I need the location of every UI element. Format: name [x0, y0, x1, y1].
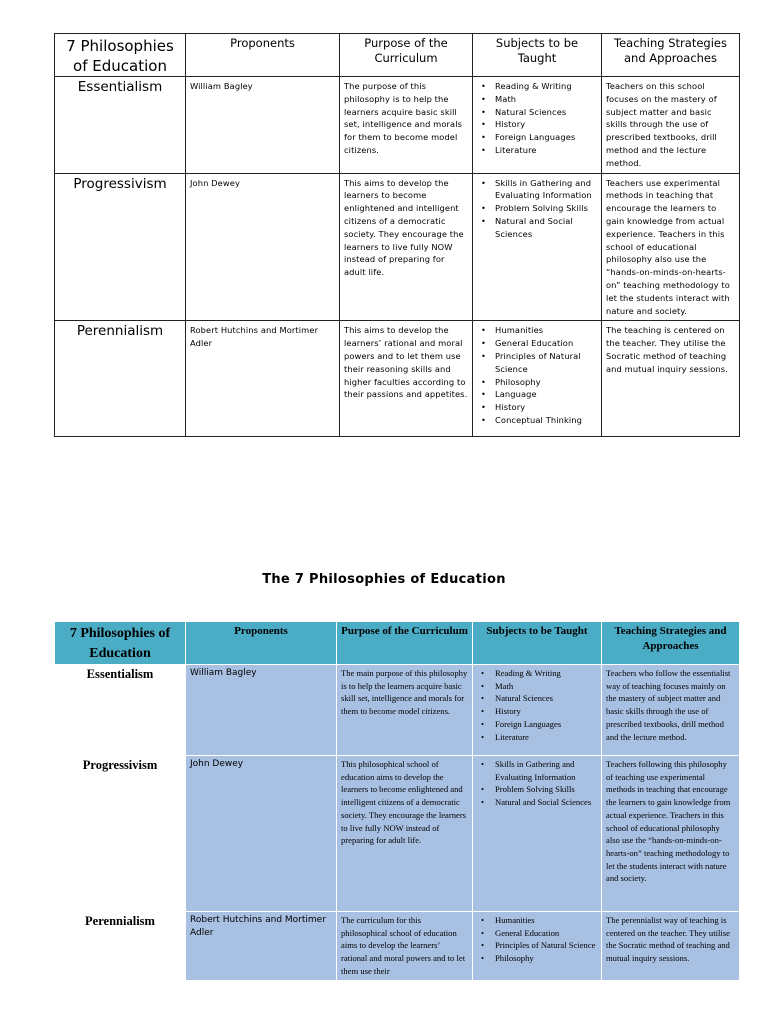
proponents-cell: John Dewey: [186, 173, 340, 321]
purpose-cell: This philosophical school of education aims to develop the learners to become enlightened and intelligent citizens of a democratic society. They encourage the learners to live fully NOW instead of preparing for adult life.: [337, 756, 473, 912]
subjects-list: [477, 914, 597, 965]
philosophy-name: Progressivism: [55, 756, 186, 912]
subjects-cell: [473, 912, 602, 981]
list-item: • History: [495, 118, 597, 131]
philosophy-name: Perennialism: [55, 321, 186, 437]
list-item: • General Education: [495, 927, 597, 940]
header-proponents: Proponents: [186, 622, 337, 665]
subjects-list: [477, 324, 597, 426]
list-item: • Foreign Languages: [495, 718, 597, 731]
table-row: [55, 756, 740, 912]
subjects-list: [477, 80, 597, 157]
list-item: • Math: [495, 93, 597, 106]
header-purpose: Purpose of the Curriculum: [340, 34, 473, 77]
purpose-cell: This aims to develop the learners to become enlightened and intelligent citizens of a democratic society. They encourage the learners to live fully NOW instead of preparing for adult life.: [340, 173, 473, 321]
header-strategies: Teaching Strategies and Approaches: [602, 622, 740, 665]
strategies-cell: The perennialist way of teaching is centered on the teacher. They utilise the Socratic method of teaching and mutual inquiry sessions.: [602, 912, 740, 981]
list-item: • Problem Solving Skills: [495, 202, 597, 215]
list-item: • Principles of Natural Science: [495, 939, 597, 952]
proponents-cell: Robert Hutchins and Mortimer Adler: [186, 321, 340, 437]
table-row: [55, 77, 740, 174]
list-item: • Philosophy: [495, 952, 597, 965]
subjects-cell: [473, 77, 602, 174]
strategies-cell: Teachers following this philosophy of teaching use experimental methods in teaching that encourage the learners to gain knowledge from actual experience. Teachers in this school of educational philosophy also use the “hands-on-minds-on-hearts-on” teaching methodology to let the students interact with nature and society.: [602, 756, 740, 912]
proponents-cell: William Bagley: [186, 665, 337, 756]
subjects-cell: [473, 321, 602, 437]
philosophies-table-styled: [54, 621, 740, 981]
strategies-cell: Teachers on this school focuses on the mastery of subject matter and basic skills through the use of prescribed textbooks, drill method and the lecture method.: [602, 77, 740, 174]
purpose-cell: The main purpose of this philosophy is to help the learners acquire basic skill set, intelligence and morals for them to become model citizens.: [337, 665, 473, 756]
proponents-cell: Robert Hutchins and Mortimer Adler: [186, 912, 337, 981]
list-item: • Reading & Writing: [495, 667, 597, 680]
proponents-cell: John Dewey: [186, 756, 337, 912]
list-item: • Philosophy: [495, 376, 597, 389]
table-header-row: [55, 34, 740, 77]
list-item: • Reading & Writing: [495, 80, 597, 93]
list-item: • Natural and Social Sciences: [495, 215, 597, 241]
purpose-cell: The purpose of this philosophy is to help the learners acquire basic skill set, intelligence and morals for them to become model citizens.: [340, 77, 473, 174]
list-item: • History: [495, 401, 597, 414]
table-row: [55, 321, 740, 437]
list-item: • Skills in Gathering and Evaluating Information: [495, 177, 597, 203]
proponents-cell: William Bagley: [186, 77, 340, 174]
strategies-cell: The teaching is centered on the teacher. They utilise the Socratic method of teaching and mutual inquiry sessions.: [602, 321, 740, 437]
strategies-cell: Teachers who follow the essentialist way of teaching focuses mainly on the mastery of subject matter and basic skills through the use of prescribed textbooks, drill method and the lecture method.: [602, 665, 740, 756]
philosophy-name: Perennialism: [55, 912, 186, 981]
subjects-list: [477, 758, 597, 809]
table-row: [55, 665, 740, 756]
list-item: • Principles of Natural Science: [495, 350, 597, 376]
list-item: • Literature: [495, 731, 597, 744]
list-item: • Math: [495, 680, 597, 693]
table-header-row: [55, 622, 740, 665]
document-title: The 7 Philosophies of Education: [262, 572, 506, 587]
header-philosophies: 7 Philosophies of Education: [55, 34, 186, 77]
table-row: [55, 912, 740, 981]
philosophies-table-plain: [54, 33, 740, 437]
strategies-cell: Teachers use experimental methods in teaching that encourage the learners to gain knowledge from actual experience. Teachers in this school of educational philosophy also use the “hands-on-minds-on-hearts-on” teaching methodology to let the students interact with nature and society.: [602, 173, 740, 321]
list-item: • Natural Sciences: [495, 106, 597, 119]
list-item: • Humanities: [495, 914, 597, 927]
header-subjects: Subjects to be Taught: [473, 622, 602, 665]
subjects-cell: [473, 665, 602, 756]
philosophy-name: Essentialism: [55, 77, 186, 174]
list-item: • Conceptual Thinking: [495, 414, 597, 427]
list-item: • General Education: [495, 337, 597, 350]
header-philosophies: 7 Philosophies of Education: [55, 622, 186, 665]
header-purpose: Purpose of the Curriculum: [337, 622, 473, 665]
list-item: • Humanities: [495, 324, 597, 337]
header-strategies: Teaching Strategies and Approaches: [602, 34, 740, 77]
list-item: • Language: [495, 388, 597, 401]
header-proponents: Proponents: [186, 34, 340, 77]
list-item: • Problem Solving Skills: [495, 783, 597, 796]
purpose-cell: This aims to develop the learners’ rational and moral powers and to let them use their reasoning skills and higher faculties according to their passions and appetites.: [340, 321, 473, 437]
header-subjects: Subjects to be Taught: [473, 34, 602, 77]
purpose-cell: The curriculum for this philosophical school of education aims to develop the learners’ rational and moral powers and to let them use their: [337, 912, 473, 981]
subjects-cell: [473, 756, 602, 912]
subjects-list: [477, 177, 597, 241]
subjects-list: [477, 667, 597, 743]
philosophy-name: Essentialism: [55, 665, 186, 756]
subjects-cell: [473, 173, 602, 321]
list-item: • Skills in Gathering and Evaluating Information: [495, 758, 597, 783]
list-item: • Natural Sciences: [495, 692, 597, 705]
list-item: • Natural and Social Sciences: [495, 796, 597, 809]
philosophy-name: Progressivism: [55, 173, 186, 321]
list-item: • History: [495, 705, 597, 718]
list-item: • Foreign Languages: [495, 131, 597, 144]
table-row: [55, 173, 740, 321]
list-item: • Literature: [495, 144, 597, 157]
